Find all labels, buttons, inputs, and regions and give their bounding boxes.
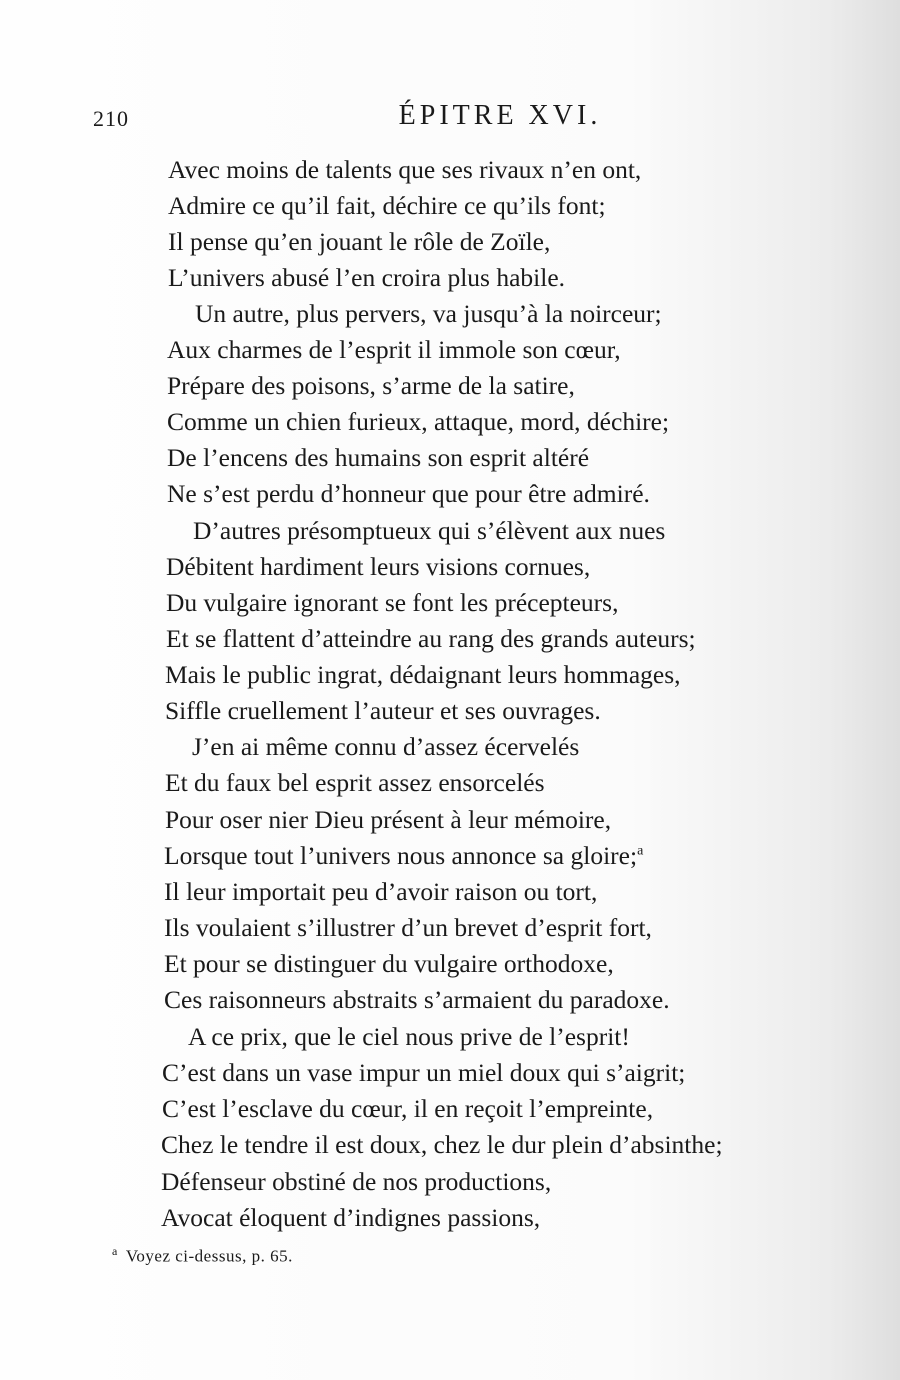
- poem-line: Du vulgaire ignorant se font les précepteurs,: [166, 588, 619, 617]
- poem-line: C’est dans un vase impur un miel doux qui s’aigrit;: [162, 1058, 686, 1087]
- footnote: [112, 1244, 293, 1267]
- poem-line: Aux charmes de l’esprit il immole son cœur,: [167, 335, 621, 364]
- page-number: 210: [93, 106, 129, 131]
- poem-line: Et se flattent d’atteindre au rang des grands auteurs;: [166, 624, 696, 653]
- poem-line: Avec moins de talents que ses rivaux n’en ont,: [168, 155, 642, 184]
- footnote-text: Voyez ci-dessus, p. 65.: [125, 1246, 293, 1266]
- running-head-title: ÉPITRE XVI.: [398, 100, 602, 131]
- footnote-mark: a: [112, 1244, 118, 1258]
- poem-line: D’autres présomptueux qui s’élèvent aux nues: [193, 516, 666, 545]
- poem-line: Pour oser nier Dieu présent à leur mémoire,: [165, 805, 612, 834]
- poem-line: Un autre, plus pervers, va jusqu’à la noirceur;: [195, 299, 662, 328]
- poem-line: Ces raisonneurs abstraits s’armaient du paradoxe.: [164, 985, 670, 1014]
- poem-line: C’est l’esclave du cœur, il en reçoit l’empreinte,: [162, 1094, 654, 1123]
- footnote-reference: a: [637, 843, 644, 859]
- poem-line: Admire ce qu’il fait, déchire ce qu’ils font;: [168, 191, 606, 220]
- poem-line: Il pense qu’en jouant le rôle de Zoïle,: [168, 227, 551, 256]
- poem-line: Prépare des poisons, s’arme de la satire,: [167, 371, 575, 400]
- poem-line: Comme un chien furieux, attaque, mord, déchire;: [167, 407, 670, 436]
- poem-line: Ne s’est perdu d’honneur que pour être admiré.: [167, 479, 650, 508]
- poem-line: Siffle cruellement l’auteur et ses ouvrages.: [165, 696, 601, 725]
- poem-line: Et pour se distinguer du vulgaire orthodoxe,: [164, 949, 614, 978]
- poem-line: Avocat éloquent d’indignes passions,: [161, 1203, 541, 1232]
- poem-line: L’univers abusé l’en croira plus habile.: [168, 263, 566, 292]
- poem-line: [164, 838, 643, 874]
- poem-line: J’en ai même connu d’assez écervelés: [192, 732, 580, 761]
- poem-line: Débitent hardiment leurs visions cornues,: [166, 552, 591, 581]
- poem-line: Chez le tendre il est doux, chez le dur plein d’absinthe;: [161, 1130, 723, 1159]
- poem-line: Défenseur obstiné de nos productions,: [161, 1167, 552, 1196]
- poem-line: A ce prix, que le ciel nous prive de l’esprit!: [188, 1022, 630, 1051]
- poem-line: Et du faux bel esprit assez ensorcelés: [165, 768, 545, 797]
- poem-line: Mais le public ingrat, dédaignant leurs hommages,: [165, 660, 681, 689]
- poem-line-text: Lorsque tout l’univers nous annonce sa gloire;: [164, 841, 638, 870]
- poem-line: Ils voulaient s’illustrer d’un brevet d’esprit fort,: [164, 913, 652, 942]
- poem-line: De l’encens des humains son esprit altéré: [167, 443, 590, 472]
- poem-line: Il leur importait peu d’avoir raison ou tort,: [164, 877, 598, 906]
